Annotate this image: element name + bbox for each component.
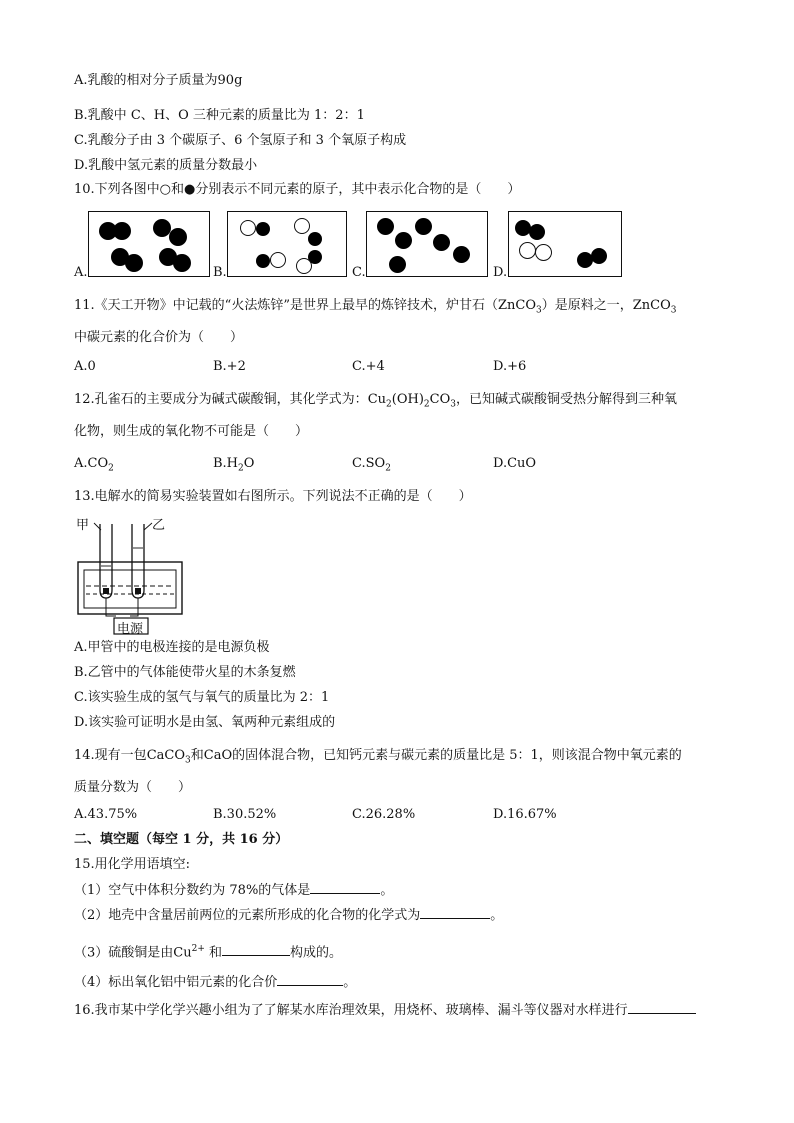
- q13-stem: 13.电解水的简易实验装置如右图所示。下列说法不正确的是（ ）: [74, 489, 472, 504]
- filled-atom: [529, 224, 545, 240]
- label-power-source: 电源: [117, 622, 144, 637]
- q12-line-1: 12.孔雀石的主要成分为碱式碳酸铜，其化学式为：$Cu_2(OH)_2CO_3$，已知碱式碳酸铜受热分解得到三种氧: [74, 392, 677, 410]
- hollow-atom: [519, 242, 536, 259]
- answer-blank[interactable]: [222, 943, 290, 956]
- q10-label-b: B.: [213, 265, 227, 280]
- filled-atom: [395, 232, 412, 249]
- q9-option-c: C.乳酸分子由 3 个碳原子、6 个氢原子和 3 个氧原子构成: [74, 133, 407, 148]
- answer-blank[interactable]: [420, 906, 490, 919]
- filled-atom: [169, 228, 187, 246]
- q13-option-c: C.该实验生成的氢气与氧气的质量比为 2：1: [74, 690, 330, 705]
- electrolysis-apparatus: [72, 514, 192, 636]
- q14-option-b: B.30.52%: [213, 807, 277, 822]
- hollow-atom: [535, 244, 552, 261]
- q9-option-d: D.乳酸中氢元素的质量分数最小: [74, 158, 258, 173]
- q15-part-2: （2）地壳中含量居前两位的元素所形成的化合物的化学式为 。: [74, 908, 504, 923]
- filled-atom: [256, 222, 270, 236]
- q12-option-a: $A.CO_2$: [74, 456, 114, 474]
- section-heading: 二、填空题（每空 1 分，共 16 分）: [74, 832, 289, 847]
- filled-atom: [125, 254, 143, 272]
- q13-option-b: B.乙管中的气体能使带火星的木条复燃: [74, 665, 296, 680]
- q10-diagram-a: [88, 211, 210, 277]
- filled-atom: [591, 248, 607, 264]
- hollow-atom: [270, 252, 286, 268]
- q10-label-c: C.: [352, 265, 366, 280]
- q9-option-b: B.乳酸中 C、H、O 三种元素的质量比为 1：2：1: [74, 108, 365, 123]
- q14-line-2: 质量分数为（ ）: [74, 780, 192, 795]
- q10-label-a: A.: [74, 265, 88, 280]
- q14-line-1: 14.现有一包CaCO$_3$和CaO的固体混合物，已知钙元素与碳元素的质量比是 5：1，则该混合物中氧元素的: [74, 748, 682, 766]
- q9-option-a: A.乳酸的相对分子质量为90g: [74, 73, 243, 88]
- q15-part-3: （3）硫酸铜是由$Cu^{2+}$ 和 构成的。: [74, 944, 343, 961]
- q14-option-d: D.16.67%: [493, 807, 557, 822]
- q15-part-4: （4）标出氧化铝中铝元素的化合价 。: [74, 975, 357, 990]
- filled-atom: [256, 254, 270, 268]
- filled-atom: [173, 254, 191, 272]
- q12-option-c: $C.SO_2$: [352, 456, 391, 474]
- q10-diagram-d: [508, 211, 622, 277]
- q12-option-b: $B.H_2O$: [213, 456, 255, 474]
- q13-option-d: D.该实验可证明水是由氢、氧两种元素组成的: [74, 715, 336, 730]
- hollow-atom: [240, 220, 256, 236]
- q15-part-1: （1）空气中体积分数约为 78%的气体是 。: [74, 883, 394, 898]
- hollow-atom: [294, 218, 310, 234]
- hollow-atom: [296, 258, 312, 274]
- answer-blank[interactable]: [310, 881, 380, 894]
- q10-diagram-c: [366, 211, 488, 277]
- answer-blank[interactable]: [628, 1001, 696, 1014]
- q12-line-2: 化物，则生成的氧化物不可能是（ ）: [74, 424, 309, 439]
- q11-option-b: B.+2: [213, 359, 246, 374]
- filled-atom: [415, 218, 432, 235]
- q10-diagram-b: [227, 211, 347, 277]
- filled-atom: [113, 222, 131, 240]
- filled-atom: [433, 234, 450, 251]
- filled-atom: [308, 232, 322, 246]
- filled-atom: [389, 256, 406, 273]
- q11-line-1: 11.《天工开物》中记载的“火法炼锌”是世界上最早的炼锌技术，炉甘石（ZnCO$_3$）是原料之一，ZnCO$_3$: [74, 298, 677, 316]
- q11-option-d: D.+6: [493, 359, 527, 374]
- label-tube-jia: 甲: [76, 518, 90, 533]
- q10-label-d: D.: [493, 265, 508, 280]
- q11-line-2: 中碳元素的化合价为（ ）: [74, 330, 244, 345]
- q13-option-a: A.甲管中的电极连接的是电源负极: [74, 640, 270, 655]
- filled-atom: [453, 246, 470, 263]
- q14-option-a: A.43.75%: [74, 807, 138, 822]
- q16-line-1: 16.我市某中学化学兴趣小组为了了解某水库治理效果，用烧杯、玻璃棒、漏斗等仪器对水样进行: [74, 1001, 696, 1020]
- q11-option-a: A.0: [74, 359, 96, 374]
- q10-stem: 10.下列各图中○和●分别表示不同元素的原子，其中表示化合物的是（ ）: [74, 182, 521, 197]
- q15-stem: 15.用化学用语填空:: [74, 857, 191, 872]
- q12-option-d: D.CuO: [493, 456, 537, 471]
- q11-option-c: C.+4: [352, 359, 385, 374]
- answer-blank[interactable]: [277, 973, 343, 986]
- q14-option-c: C.26.28%: [352, 807, 416, 822]
- filled-atom: [377, 218, 394, 235]
- label-tube-yi: 乙: [152, 518, 166, 533]
